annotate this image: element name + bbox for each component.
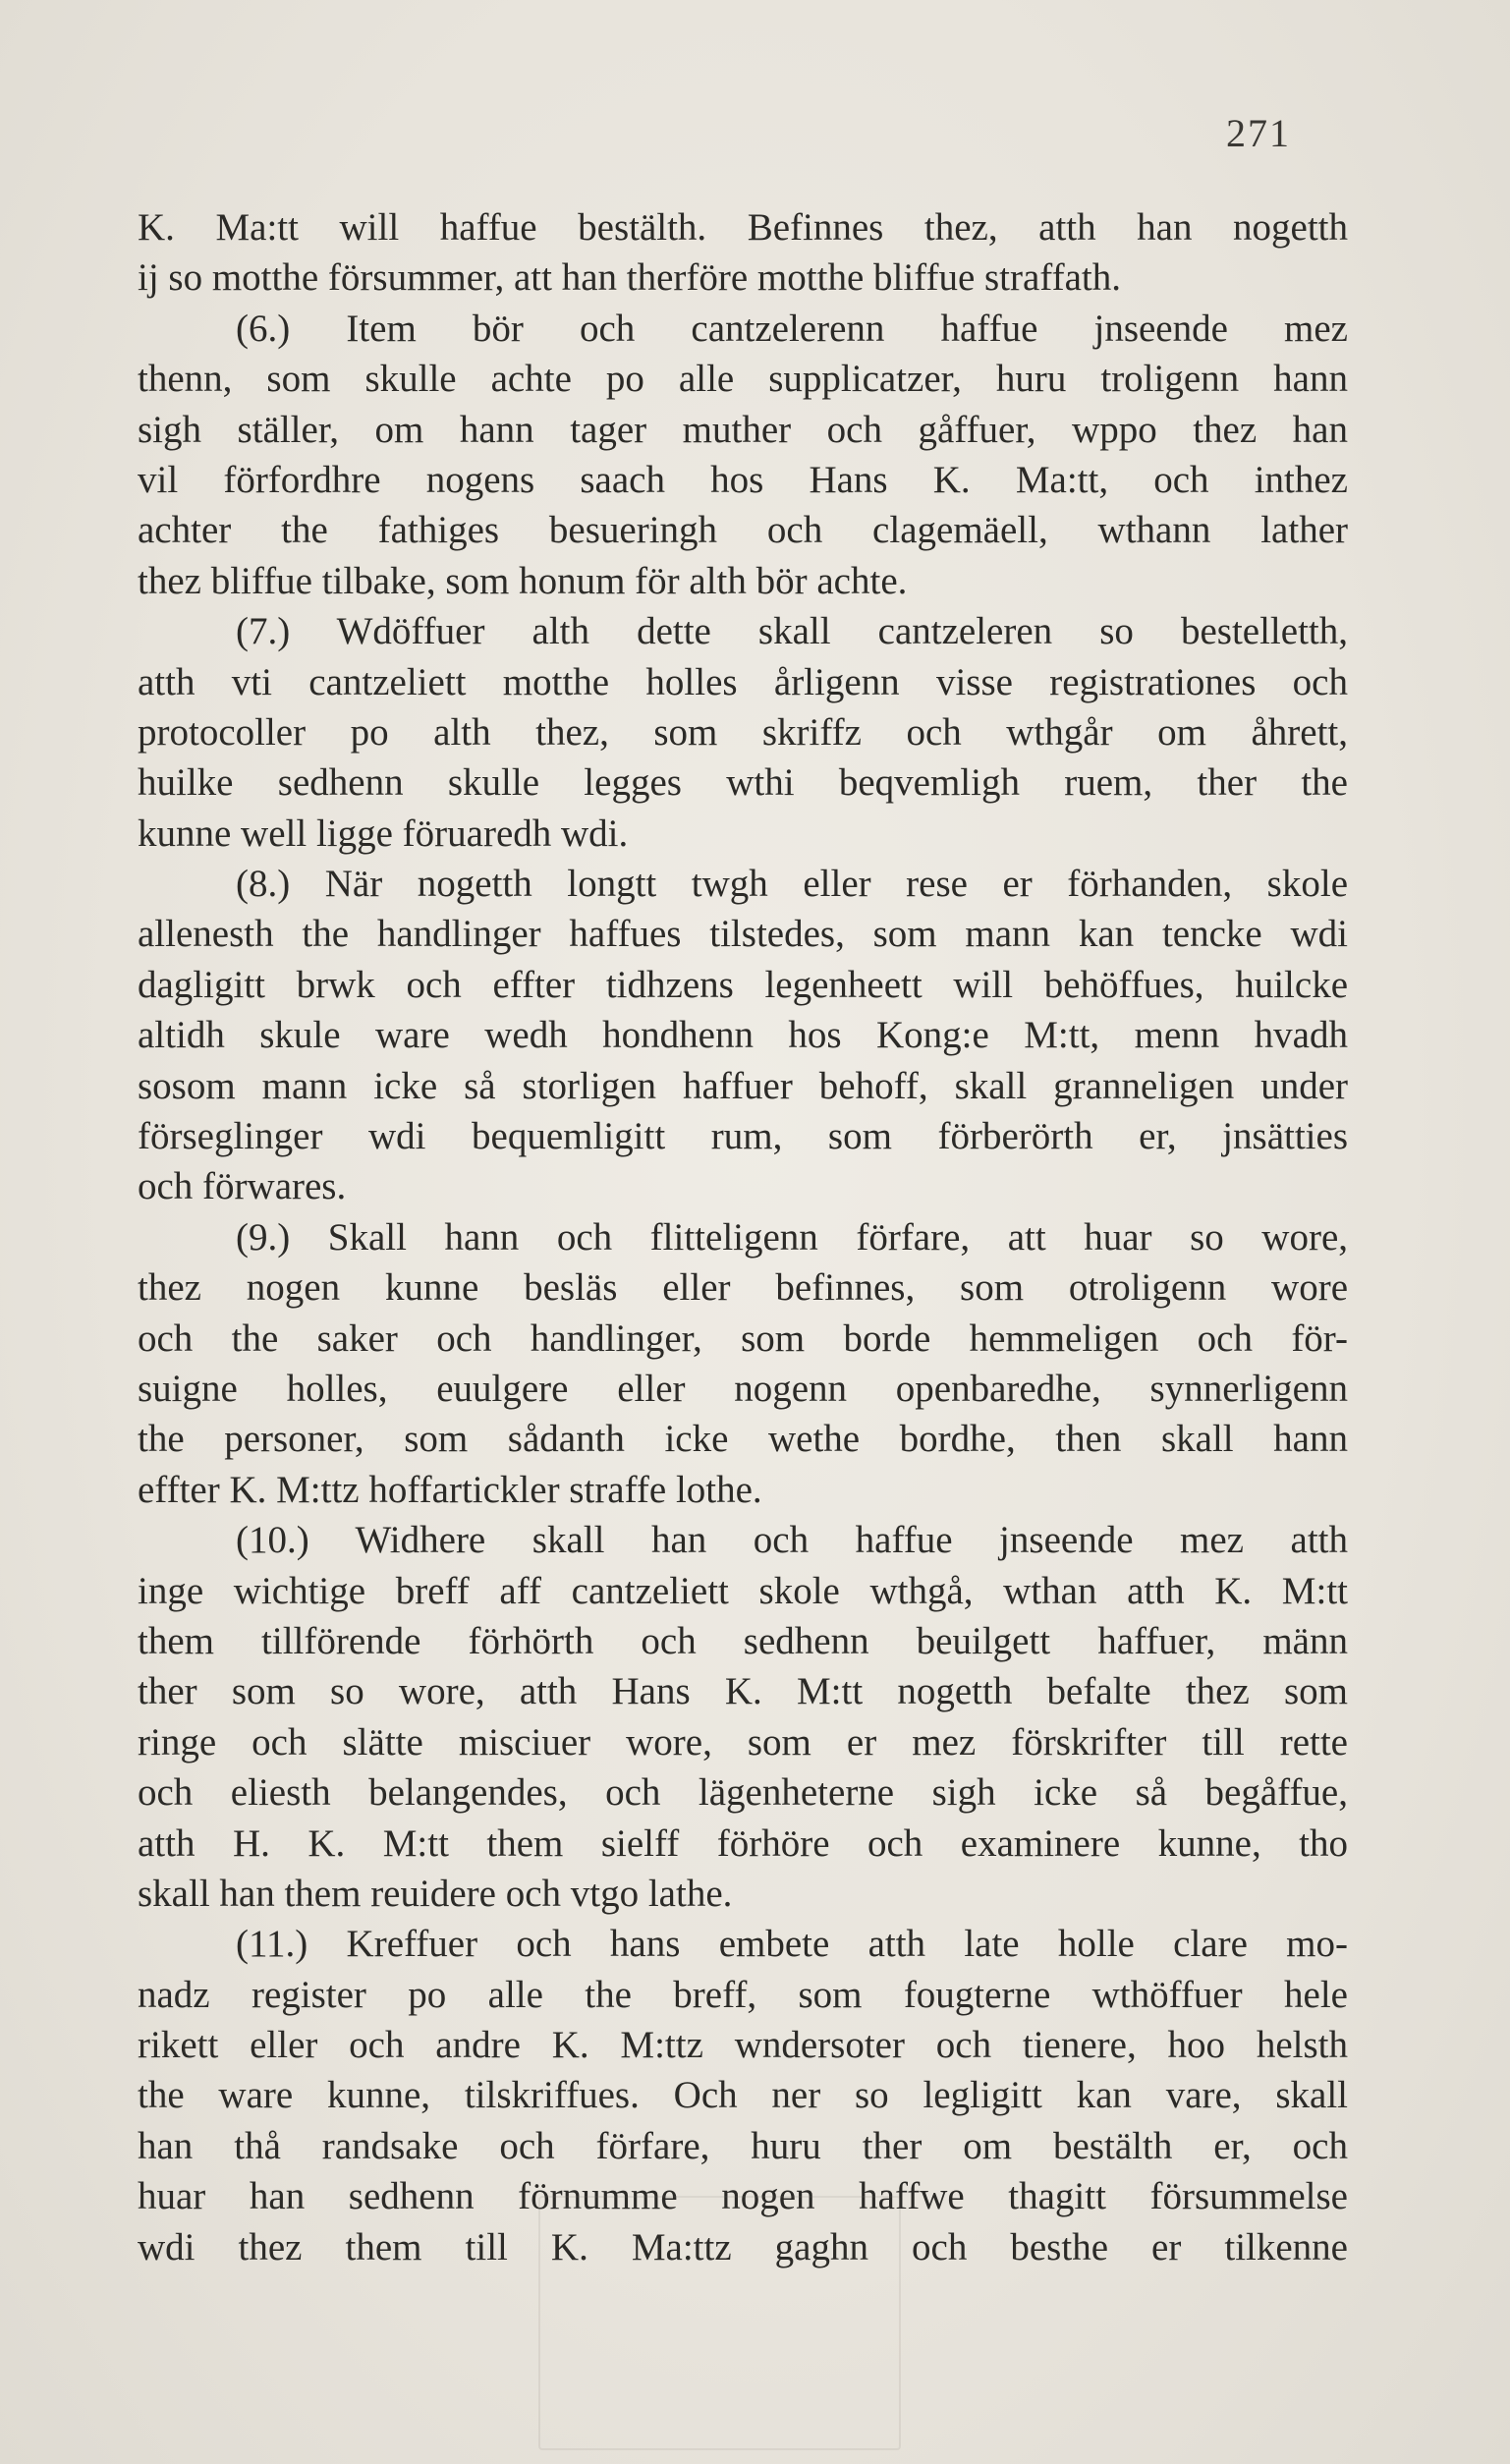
text-line: inge wichtige breff aff cantzeliett skole wthgå, wthan atth K. M:tt xyxy=(138,1569,1348,1612)
text-line: (11.) Kreffuer och hans embete atth late holle clare mo- xyxy=(236,1923,1348,1966)
text-line: (10.) Widhere skall han och haffue jnseende mez atth xyxy=(236,1519,1348,1562)
text-line: wdi thez them till K. Ma:ttz gaghn och besthe er tilkenne xyxy=(138,2225,1348,2268)
text-line: the personer, som sådanth icke wethe bordhe, then skall hann xyxy=(138,1418,1348,1461)
text-line: ij so motthe försummer, att han therföre motthe bliffue straffath. xyxy=(138,256,1121,300)
text-line: och the saker och handlinger, som borde hemmeligen och för- xyxy=(138,1316,1348,1360)
text-line: dagligitt brwk och effter tidhzens legenheett will behöffues, huilcke xyxy=(138,963,1348,1006)
text-line: han thå randsake och förfare, huru ther om bestälth er, och xyxy=(138,2124,1348,2167)
text-line: thez bliffue tilbake, som honum för alth bör achte. xyxy=(138,559,908,602)
body-text xyxy=(138,202,1348,2272)
text-line: atth H. K. M:tt them sielff förhöre och examinere kunne, tho xyxy=(138,1821,1348,1865)
text-line: och förwares. xyxy=(138,1165,347,1208)
text-line: nadz register po alle the breff, som fougterne wthöffuer hele xyxy=(138,1973,1348,2016)
page-number: 271 xyxy=(1226,111,1291,155)
text-line: huilke sedhenn skulle legges wthi beqvemligh ruem, ther the xyxy=(138,761,1348,805)
text-line: ther som so wore, atth Hans K. M:tt nogetth befalte thez som xyxy=(138,1670,1348,1713)
text-line: effter K. M:ttz hoffartickler straffe lothe. xyxy=(138,1468,762,1511)
text-line: kunne well ligge föruaredh wdi. xyxy=(138,812,629,855)
text-line: (9.) Skall hann och flitteligenn förfare, att huar so wore, xyxy=(236,1215,1348,1259)
text-line: the ware kunne, tilskriffues. Och ner so legligitt kan vare, skall xyxy=(138,2074,1348,2117)
text-line: (7.) Wdöffuer alth dette skall cantzeleren so bestelletth, xyxy=(236,610,1348,653)
text-line: förseglinger wdi bequemligitt rum, som förberörth er, jnsätties xyxy=(138,1115,1348,1158)
text-line: thenn, som skulle achte po alle supplicatzer, huru troligenn hann xyxy=(138,358,1348,401)
text-line: suigne holles, euulgere eller nogenn openbaredhe, synnerligenn xyxy=(138,1367,1348,1410)
text-line: them tillförende förhörth och sedhenn beuilgett haffuer, männ xyxy=(138,1619,1348,1662)
text-line: sosom mann icke så storligen haffuer behoff, skall granneligen under xyxy=(138,1064,1348,1107)
text-line: (8.) När nogetth longtt twgh eller rese er förhanden, skole xyxy=(236,863,1348,906)
text-line: ringe och slätte misciuer wore, som er mez förskrifter till rette xyxy=(138,1720,1348,1764)
text-line: K. Ma:tt will haffue bestälth. Befinnes thez, atth han nogetth xyxy=(138,206,1348,249)
text-line: och eliesth belangendes, och lägenheterne sigh icke så begåffue, xyxy=(138,1771,1348,1815)
text-line: allenesth the handlinger haffues tilstedes, som mann kan tencke wdi xyxy=(138,913,1348,956)
faint-stamp-trace xyxy=(538,2196,901,2450)
text-line: protocoller po alth thez, som skriffz och wthgår om åhrett, xyxy=(138,710,1348,754)
text-line: (6.) Item bör och cantzelerenn haffue jnseende mez xyxy=(236,307,1348,350)
text-line: achter the fathiges besueringh och clagemäell, wthann lather xyxy=(138,509,1348,552)
text-line: vil förfordhre nogens saach hos Hans K. Ma:tt, och inthez xyxy=(138,458,1348,501)
text-line: atth vti cantzeliett motthe holles årligenn visse registrationes och xyxy=(138,660,1348,703)
text-line: thez nogen kunne besläs eller befinnes, som otroligenn wore xyxy=(138,1266,1348,1310)
text-line: huar han sedhenn förnumme nogen haffwe thagitt försummelse xyxy=(138,2175,1348,2218)
text-line: rikett eller och andre K. M:ttz wndersoter och tienere, hoo helsth xyxy=(138,2024,1348,2067)
text-line: sigh ställer, om hann tager muther och gåffuer, wppo thez han xyxy=(138,408,1348,451)
text-line: skall han them reuidere och vtgo lathe. xyxy=(138,1872,733,1915)
text-line: altidh skule ware wedh hondhenn hos Kong:e M:tt, menn hvadh xyxy=(138,1014,1348,1057)
